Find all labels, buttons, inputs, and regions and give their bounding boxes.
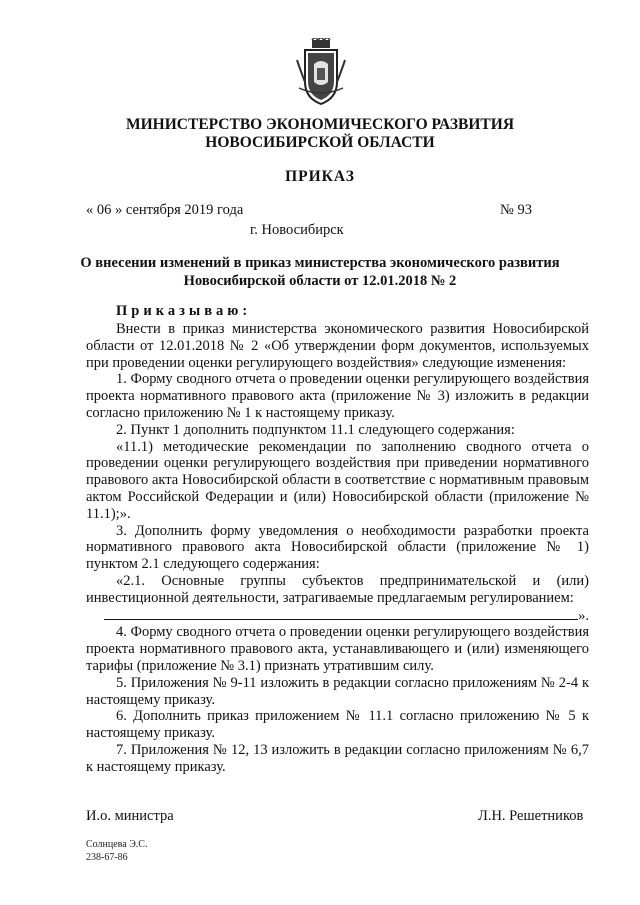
blank-end: ».: [578, 607, 589, 624]
document-subject: [64, 254, 576, 290]
document-body: [86, 321, 589, 776]
document-type: ПРИКАЗ: [285, 168, 355, 185]
ministry-line-1: МИНИСТЕРСТВО ЭКОНОМИЧЕСКОГО РАЗВИТИЯ: [125, 116, 515, 133]
paragraph-6: 6. Дополнить приказ приложением № 11.1 согласно приложению № 5 к настоящему приказу.: [86, 708, 589, 742]
executor-info: [86, 838, 147, 864]
paragraph-2-quote: «11.1) методические рекомендации по заполнению сводного отчета о проведении оценки регулирующего воздействия при приведении нормативного правового акта Новосибирской области в соответствие с нормативным правовым актом Российской Федерации и (или) Новосибирской области (приложение № 11.1);».: [86, 438, 589, 522]
document-number: № 93: [500, 202, 532, 218]
paragraph-3-quote: «2.1. Основные группы субъектов предпринимательской и (или) инвестиционной деятельности, затрагиваемые предлагаемым регулированием:: [86, 572, 589, 606]
signatory-position: И.о. министра: [86, 808, 174, 824]
ministry-name: [80, 116, 560, 152]
paragraph-1: 1. Форму сводного отчета о проведении оценки регулирующего воздействия проекта нормативного правового акта (приложение № 3) изложить в редакции согласно приложению № 1 к настоящему приказу.: [86, 371, 589, 421]
executor-name: Солнцева Э.С.: [86, 839, 148, 850]
signatory-name: Л.Н. Решетников: [478, 808, 584, 824]
paragraph-4: 4. Форму сводного отчета о проведении оценки регулирующего воздействия проекта нормативного правового акта, устанавливающего и (или) изменяющего тарифы (приложение № 3.1) признать утратившим силу.: [86, 624, 589, 674]
paragraph-2: 2. Пункт 1 дополнить подпунктом 11.1 следующего содержания:: [116, 421, 515, 438]
paragraph-intro: Внести в приказ министерства экономического развития Новосибирской области от 12.01.2018 № 2 «Об утверждении форм документов, используемых при проведении оценки регулирующего воздействия» следующие изменения:: [86, 321, 589, 371]
paragraph-3: 3. Дополнить форму уведомления о необходимости разработки проекта нормативного правового акта Новосибирской области (приложение № 1) пунктом 2.1 следующего содержания:: [86, 522, 589, 573]
subject-line-2: Новосибирской области от 12.01.2018 № 2: [183, 273, 457, 289]
paragraph-7: 7. Приложения № 12, 13 изложить в редакции согласно приложениям № 6,7 к настоящему приказу.: [86, 741, 589, 775]
paragraph-5: 5. Приложения № 9-11 изложить в редакции согласно приложениям № 2-4 к настоящему приказу.: [86, 674, 589, 708]
coat-of-arms-icon: [295, 38, 347, 106]
document-date: « 06 » сентября 2019 года: [86, 202, 244, 218]
order-word: Приказываю:: [116, 303, 252, 319]
document-city: г. Новосибирск: [250, 222, 344, 238]
blank-underline: [104, 607, 578, 620]
subject-line-1: О внесении изменений в приказ министерства экономического развития: [80, 255, 560, 271]
blank-fill-line: [86, 607, 589, 625]
executor-phone: 238-67-86: [86, 852, 128, 863]
ministry-line-2: НОВОСИБИРСКОЙ ОБЛАСТИ: [205, 134, 435, 151]
